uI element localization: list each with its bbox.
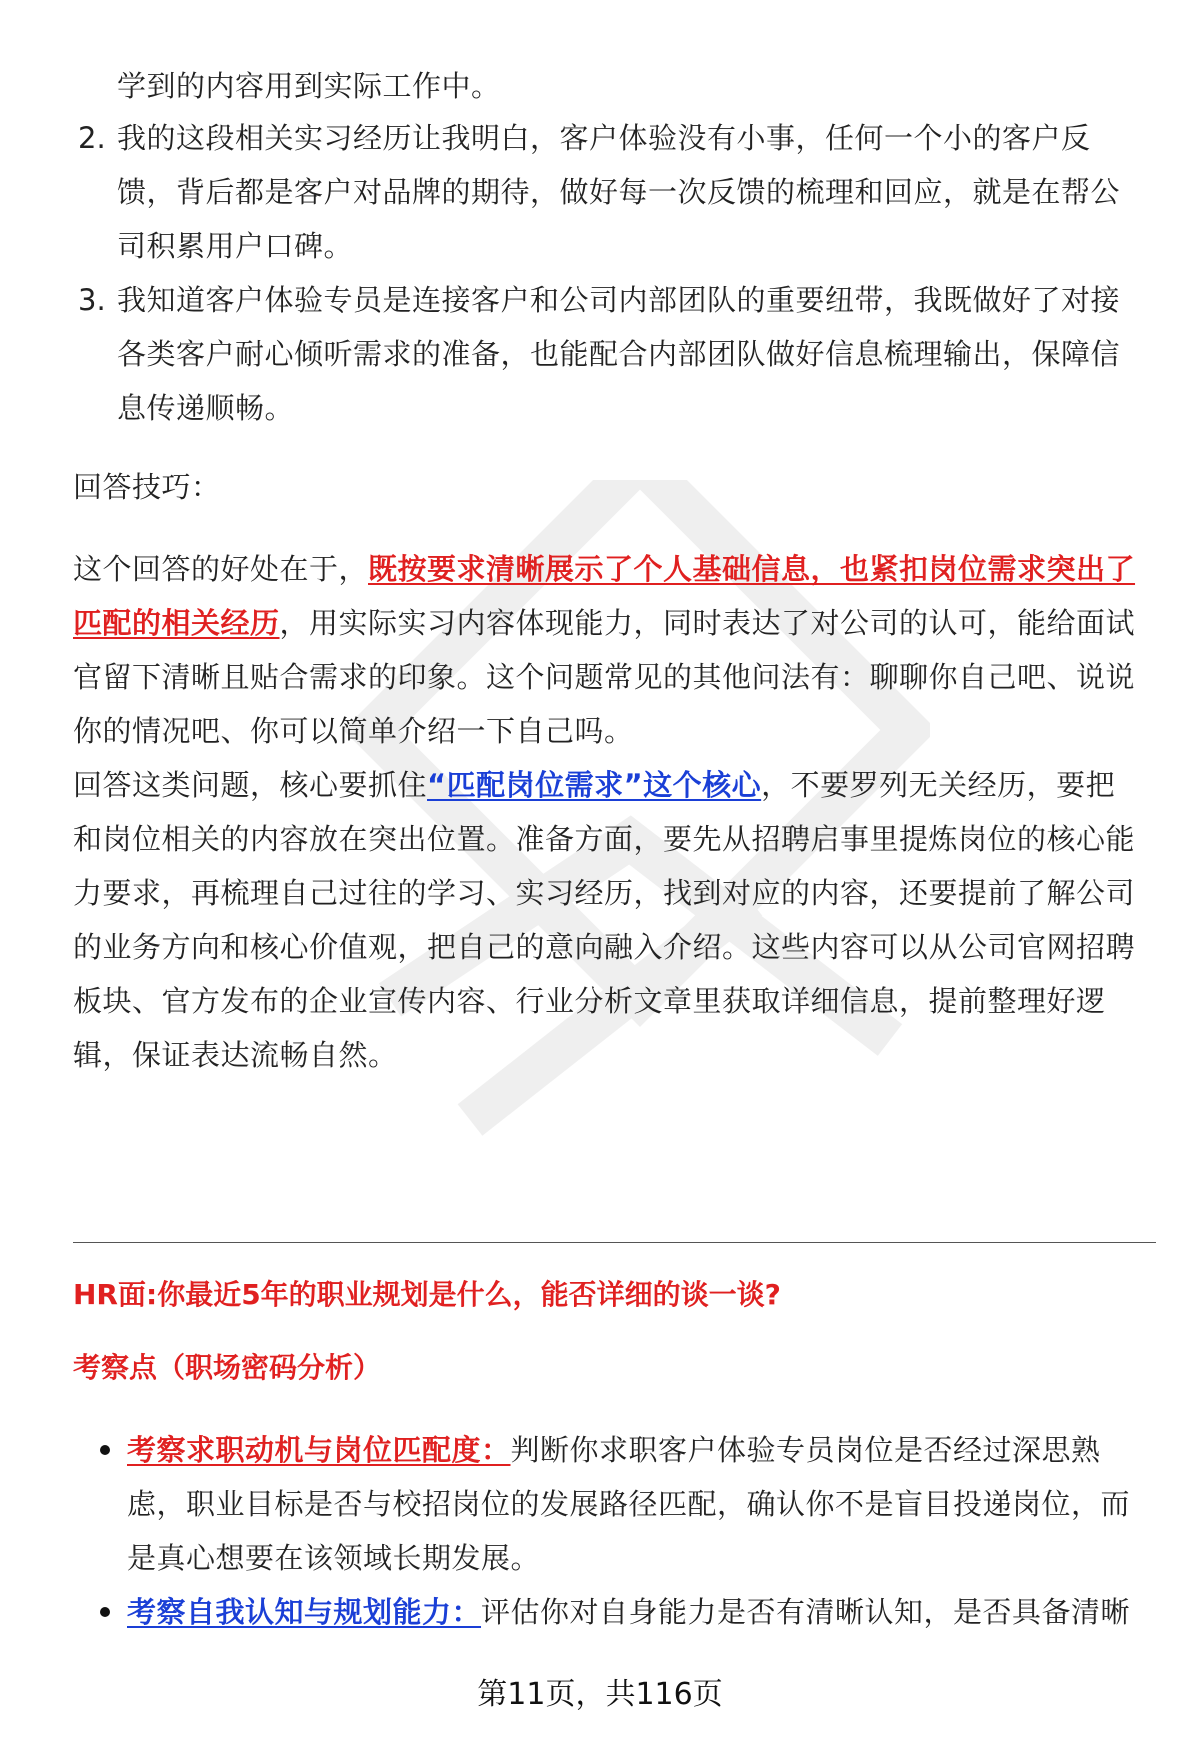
bullet-1-line-3: 是真心想要在该领域长期发展。 [127, 1541, 541, 1575]
list-number-2: 2. [78, 121, 106, 155]
bullet-dot [100, 1607, 110, 1617]
bullet-1-line-1 [127, 1430, 1101, 1470]
para1-line-1 [73, 549, 1135, 589]
para1-text: 这个回答的好处在于， [73, 552, 369, 586]
para1-line-3: 官留下清晰且贴合需求的印象。这个问题常见的其他问法有：聊聊你自己吧、说说 [73, 660, 1136, 694]
para2-line-2: 和岗位相关的内容放在突出位置。准备方面，要先从招聘启事里提炼岗位的核心能 [73, 822, 1136, 856]
bullet-2-label: 考察自我认知与规划能力： [127, 1595, 482, 1629]
para2-line-4: 的业务方向和核心价值观，把自己的意向融入介绍。这些内容可以从公司官网招聘 [73, 930, 1136, 964]
list-item-2-line-3: 司积累用户口碑。 [117, 229, 354, 263]
para2-line-6: 辑，保证表达流畅自然。 [73, 1038, 398, 1072]
bullet-dot [100, 1445, 110, 1455]
para1-text: ，用实际实习内容体现能力，同时表达了对公司的认可，能给面试 [279, 606, 1136, 640]
list-item-2-line-1: 我的这段相关实习经历让我明白，客户体验没有小事，任何一个小的客户反 [117, 121, 1091, 155]
question-heading: HR面:你最近5年的职业规划是什么，能否详细的谈一谈? [73, 1278, 781, 1311]
bullet-1-text: 判断你求职客户体验专员岗位是否经过深思熟 [510, 1433, 1101, 1467]
para2-line-3: 力要求，再梳理自己过往的学习、实习经历，找到对应的内容，还要提前了解公司 [73, 876, 1136, 910]
bullet-1-line-2: 虑，职业目标是否与校招岗位的发展路径匹配，确认你不是盲目投递岗位，而 [127, 1487, 1131, 1521]
para1-red-emphasis-cont: 匹配的相关经历 [73, 606, 280, 640]
list-item-3-line-1: 我知道客户体验专员是连接客户和公司内部团队的重要纽带，我既做好了对接 [117, 283, 1121, 317]
list-number-3: 3. [78, 283, 106, 317]
para1-line-2 [73, 603, 1135, 643]
para2-blue-emphasis: “匹配岗位需求”这个核心 [427, 768, 762, 802]
bullet-2-line-1 [127, 1592, 1130, 1632]
para2-line-5: 板块、官方发布的企业宣传内容、行业分析文章里获取详细信息，提前整理好逻 [73, 984, 1106, 1018]
tips-heading: 回答技巧： [73, 470, 221, 504]
list-item-1-line-1: 学到的内容用到实际工作中。 [117, 69, 501, 103]
para2-line-1 [73, 765, 1115, 805]
list-item-2-line-2: 馈，背后都是客户对品牌的期待，做好每一次反馈的梳理和回应，就是在帮公 [117, 175, 1121, 209]
bullet-2-text: 评估你对自身能力是否有清晰认知，是否具备清晰 [481, 1595, 1131, 1629]
list-item-3-line-2: 各类客户耐心倾听需求的准备，也能配合内部团队做好信息梳理输出，保障信 [117, 337, 1121, 371]
list-item-3-line-3: 息传递顺畅。 [117, 391, 295, 425]
section-divider [73, 1242, 1156, 1243]
para1-red-emphasis: 既按要求清晰展示了个人基础信息，也紧扣岗位需求突出了 [368, 552, 1136, 586]
para2-text: 回答这类问题，核心要抓住 [73, 768, 428, 802]
para1-line-4: 你的情况吧、你可以简单介绍一下自己吗。 [73, 714, 634, 748]
bullet-1-label: 考察求职动机与岗位匹配度： [127, 1433, 511, 1467]
points-heading: 考察点（职场密码分析） [73, 1351, 382, 1384]
para2-text: ，不要罗列无关经历，要把 [761, 768, 1116, 802]
page-number-footer: 第11页，共116页 [477, 1677, 723, 1712]
